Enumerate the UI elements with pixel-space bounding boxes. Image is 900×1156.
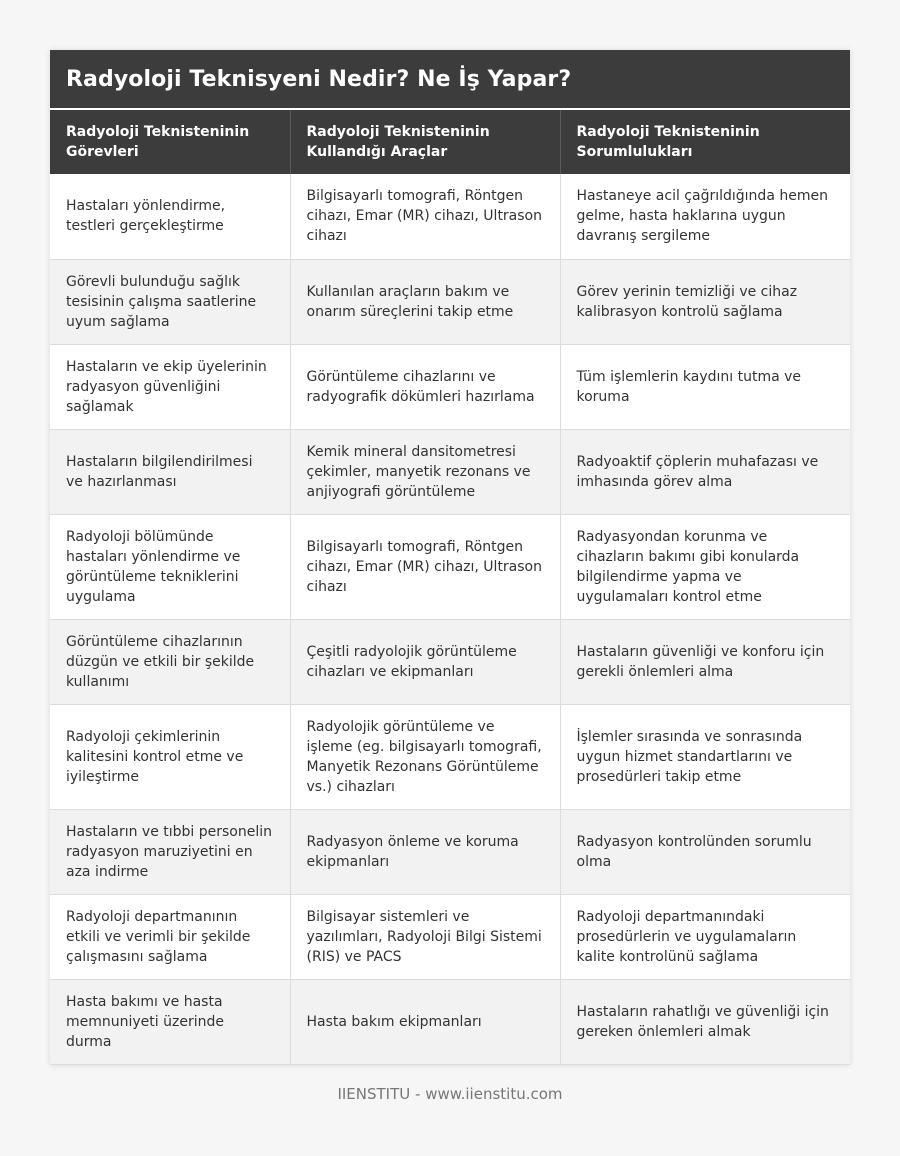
- duty-cell: Hastaları yönlendirme, testleri gerçekleştirme: [50, 174, 290, 259]
- table-row: [50, 259, 850, 344]
- table-row: [50, 514, 850, 619]
- duty-cell: Hastaların ve ekip üyelerinin radyasyon güvenliğini sağlamak: [50, 344, 290, 429]
- duty-cell: Hastaların bilgilendirilmesi ve hazırlanması: [50, 429, 290, 514]
- tool-cell: Bilgisayarlı tomografi, Röntgen cihazı, Emar (MR) cihazı, Ultrason cihazı: [290, 174, 560, 259]
- responsibility-cell: İşlemler sırasında ve sonrasında uygun hizmet standartlarını ve prosedürleri takip etme: [560, 704, 850, 809]
- table-body: [50, 174, 850, 1064]
- tool-cell: Bilgisayarlı tomografi, Röntgen cihazı, Emar (MR) cihazı, Ultrason cihazı: [290, 514, 560, 619]
- table-row: [50, 619, 850, 704]
- table-row: [50, 809, 850, 894]
- duties-table: [50, 110, 850, 1065]
- table-row: [50, 174, 850, 259]
- responsibility-cell: Hastaların rahatlığı ve güvenliği için gereken önlemleri almak: [560, 979, 850, 1064]
- duty-cell: Hastaların ve tıbbi personelin radyasyon maruziyetini en aza indirme: [50, 809, 290, 894]
- content-card: [50, 50, 850, 1065]
- responsibility-cell: Radyasyondan korunma ve cihazların bakımı gibi konularda bilgilendirme yapma ve uygulamaları kontrol etme: [560, 514, 850, 619]
- tool-cell: Görüntüleme cihazlarını ve radyografik dökümleri hazırlama: [290, 344, 560, 429]
- responsibility-cell: Hastaların güvenliği ve konforu için gerekli önlemleri alma: [560, 619, 850, 704]
- duty-cell: Radyoloji departmanının etkili ve verimli bir şekilde çalışmasını sağlama: [50, 894, 290, 979]
- tool-cell: Radyasyon önleme ve koruma ekipmanları: [290, 809, 560, 894]
- header-responsibilities: Radyoloji Teknisteninin Sorumlulukları: [560, 110, 850, 174]
- tool-cell: Radyolojik görüntüleme ve işleme (eg. bilgisayarlı tomografi, Manyetik Rezonans Görüntüleme vs.) cihazları: [290, 704, 560, 809]
- table-row: [50, 979, 850, 1064]
- table-row: [50, 894, 850, 979]
- responsibility-cell: Görev yerinin temizliği ve cihaz kalibrasyon kontrolü sağlama: [560, 259, 850, 344]
- responsibility-cell: Radyoloji departmanındaki prosedürlerin ve uygulamaların kalite kontrolünü sağlama: [560, 894, 850, 979]
- header-tools: Radyoloji Teknisteninin Kullandığı Araçlar: [290, 110, 560, 174]
- responsibility-cell: Tüm işlemlerin kaydını tutma ve koruma: [560, 344, 850, 429]
- table-row: [50, 344, 850, 429]
- duty-cell: Görüntüleme cihazlarının düzgün ve etkili bir şekilde kullanımı: [50, 619, 290, 704]
- footer-credit: IIENSTITU - www.iienstitu.com: [337, 1085, 563, 1103]
- tool-cell: Kemik mineral dansitometresi çekimler, manyetik rezonans ve anjiyografi görüntüleme: [290, 429, 560, 514]
- page-title: Radyoloji Teknisyeni Nedir? Ne İş Yapar?: [66, 66, 572, 92]
- tool-cell: Çeşitli radyolojik görüntüleme cihazları ve ekipmanları: [290, 619, 560, 704]
- responsibility-cell: Hastaneye acil çağrıldığında hemen gelme, hasta haklarına uygun davranış sergileme: [560, 174, 850, 259]
- header-row: [50, 110, 850, 174]
- header-duties: Radyoloji Teknisteninin Görevleri: [50, 110, 290, 174]
- table-row: [50, 704, 850, 809]
- responsibility-cell: Radyasyon kontrolünden sorumlu olma: [560, 809, 850, 894]
- duty-cell: Görevli bulunduğu sağlık tesisinin çalışma saatlerine uyum sağlama: [50, 259, 290, 344]
- tool-cell: Bilgisayar sistemleri ve yazılımları, Radyoloji Bilgi Sistemi (RIS) ve PACS: [290, 894, 560, 979]
- responsibility-cell: Radyoaktif çöplerin muhafazası ve imhasında görev alma: [560, 429, 850, 514]
- tool-cell: Kullanılan araçların bakım ve onarım süreçlerini takip etme: [290, 259, 560, 344]
- title-bar: [50, 50, 850, 108]
- duty-cell: Hasta bakımı ve hasta memnuniyeti üzerinde durma: [50, 979, 290, 1064]
- table-row: [50, 429, 850, 514]
- table-header: [50, 110, 850, 174]
- duty-cell: Radyoloji çekimlerinin kalitesini kontrol etme ve iyileştirme: [50, 704, 290, 809]
- tool-cell: Hasta bakım ekipmanları: [290, 979, 560, 1064]
- duty-cell: Radyoloji bölümünde hastaları yönlendirme ve görüntüleme tekniklerini uygulama: [50, 514, 290, 619]
